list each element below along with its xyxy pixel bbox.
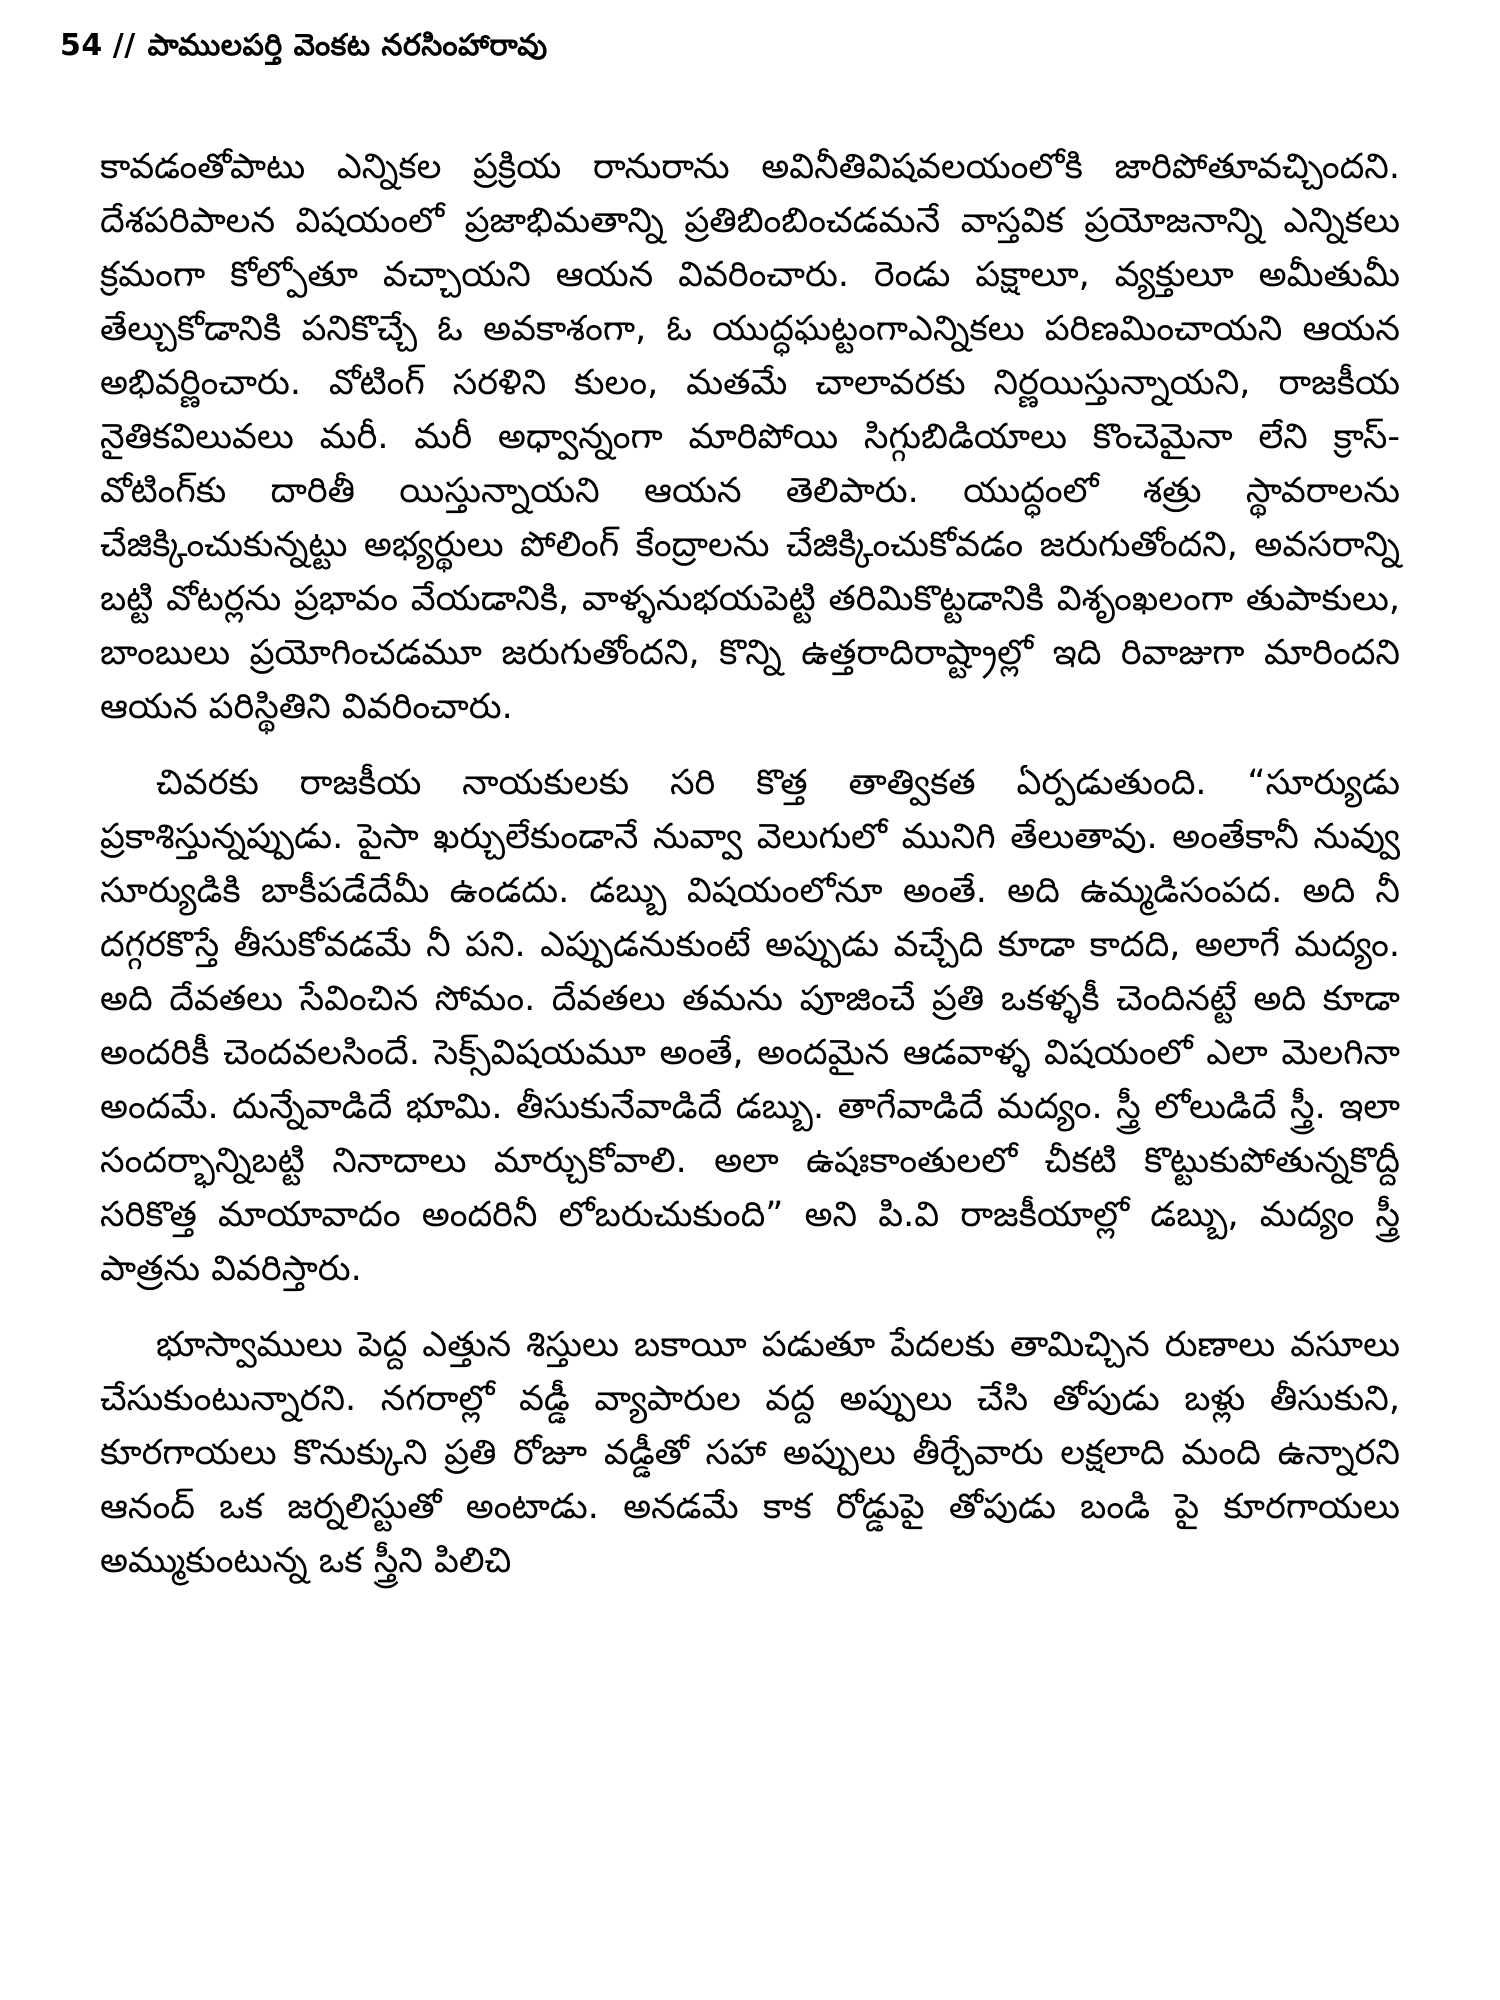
paragraph-1: కావడంతోపాటు ఎన్నికల ప్రక్రియ రానురాను అవినీతివిషవలయంలోకి జారిపోతూవచ్చిందని. దేశపరిపాలన విషయంలో ప్రజాభిమతాన్ని ప్రతిబింబించడమనే వాస్తవిక ప్రయోజనాన్ని ఎన్నికలు క్రమంగా కోల్పోతూ వచ్చాయని ఆయన వివరించారు. రెండు పక్షాలూ, వ్యక్తులూ అమీతుమీ తేల్చుకోడానికి పనికొచ్చే ఓ అవకాశంగా, ఓ యుద్ధఘట్టంగాఎన్నికలు పరిణమించాయని ఆయన అభివర్ణించారు. వోటింగ్ సరళిని కులం, మతమే చాలావరకు నిర్ణయిస్తున్నాయని, రాజకీయ నైతికవిలువలు మరీ. మరీ అధ్వాన్నంగా మారిపోయి సిగ్గుబిడియాలు కొంచెమైనా లేని క్రాస్-వోటింగ్‌కు దారితీ యిస్తున్నాయని ఆయన తెలిపారు. యుద్ధంలో శత్రు స్థావరాలను చేజిక్కించుకున్నట్టు అభ్యర్థులు పోలింగ్ కేంద్రాలను చేజిక్కించుకోవడం జరుగుతోందని, అవసరాన్ని బట్టి వోటర్లను ప్రభావం వేయడానికి, వాళ్ళనుభయపెట్టి తరిమికొట్టడానికి విశృంఖలంగా తుపాకులు, బాంబులు ప్రయోగించడమూ జరుగుతోందని, కొన్ని ఉత్తరాదిరాష్ట్రాల్లో ఇది రివాజుగా మారిందని ఆయన పరిస్థితిని వివరించారు. [100,147,1400,727]
page-number: 54 [60,28,103,63]
paragraph-2: చివరకు రాజకీయ నాయకులకు సరి కొత్త తాత్వికత ఏర్పడుతుంది. “సూర్యుడు ప్రకాశిస్తున్నప్పుడు. పైసా ఖర్చులేకుండానే నువ్వా వెలుగులో మునిగి తేలుతావు. అంతేకానీ నువ్వు సూర్యుడికి బాకీపడేదేమీ ఉండదు. డబ్బు విషయంలోనూ అంతే. అది ఉమ్మడిసంపద. అది నీ దగ్గరకొస్తే తీసుకోవడమే నీ పని. ఎప్పుడనుకుంటే అప్పుడు వచ్చేది కూడా కాదది, అలాగే మద్యం. అది దేవతలు సేవించిన సోమం. దేవతలు తమను పూజించే ప్రతి ఒకళ్ళకీ చెందినట్టే అది కూడా అందరికీ చెందవలసిందే. సెక్స్‌విషయమూ అంతే, అందమైన ఆడవాళ్ళ విషయంలో ఎలా మెలగినా అందమే. దున్నేవాడిదే భూమి. తీసుకునేవాడిదే డబ్బు. తాగేవాడిదే మద్యం. స్త్రీ లోలుడిదే స్త్రీ. ఇలా సందర్భాన్నిబట్టి నినాదాలు మార్చుకోవాలి. అలా ఉషఃకాంతులలో చీకటి కొట్టుకుపోతున్నకొద్దీ సరికొత్త మాయావాదం అందరినీ లోబరుచుకుంది” అని పి.వి రాజకీయాల్లో డబ్బు, మద్యం స్త్రీ పాత్రను వివరిస్తారు. [100,763,1400,1289]
running-title: పాములపర్తి వెంకట నరసింహారావు [147,28,548,63]
header-separator: // [112,28,136,63]
running-header [60,28,548,70]
body-text [100,140,1400,1588]
paragraph-3: భూస్వాములు పెద్ద ఎత్తున శిస్తులు బకాయీ పడుతూ పేదలకు తామిచ్చిన రుణాలు వసూలు చేసుకుంటున్నారని. నగరాల్లో వడ్డీ వ్యాపారుల వద్ద అప్పులు చేసి తోపుడు బళ్లు తీసుకుని, కూరగాయలు కొనుక్కుని ప్రతి రోజూ వడ్డీతో సహా అప్పులు తీర్చేవారు లక్షలాది మంది ఉన్నారని ఆనంద్ ఒక జర్నలిస్టుతో అంటాడు. అనడమే కాక రోడ్డుపై తోపుడు బండి పై కూరగాయలు అమ్ముకుంటున్న ఒక స్త్రీని పిలిచి [100,1325,1400,1581]
